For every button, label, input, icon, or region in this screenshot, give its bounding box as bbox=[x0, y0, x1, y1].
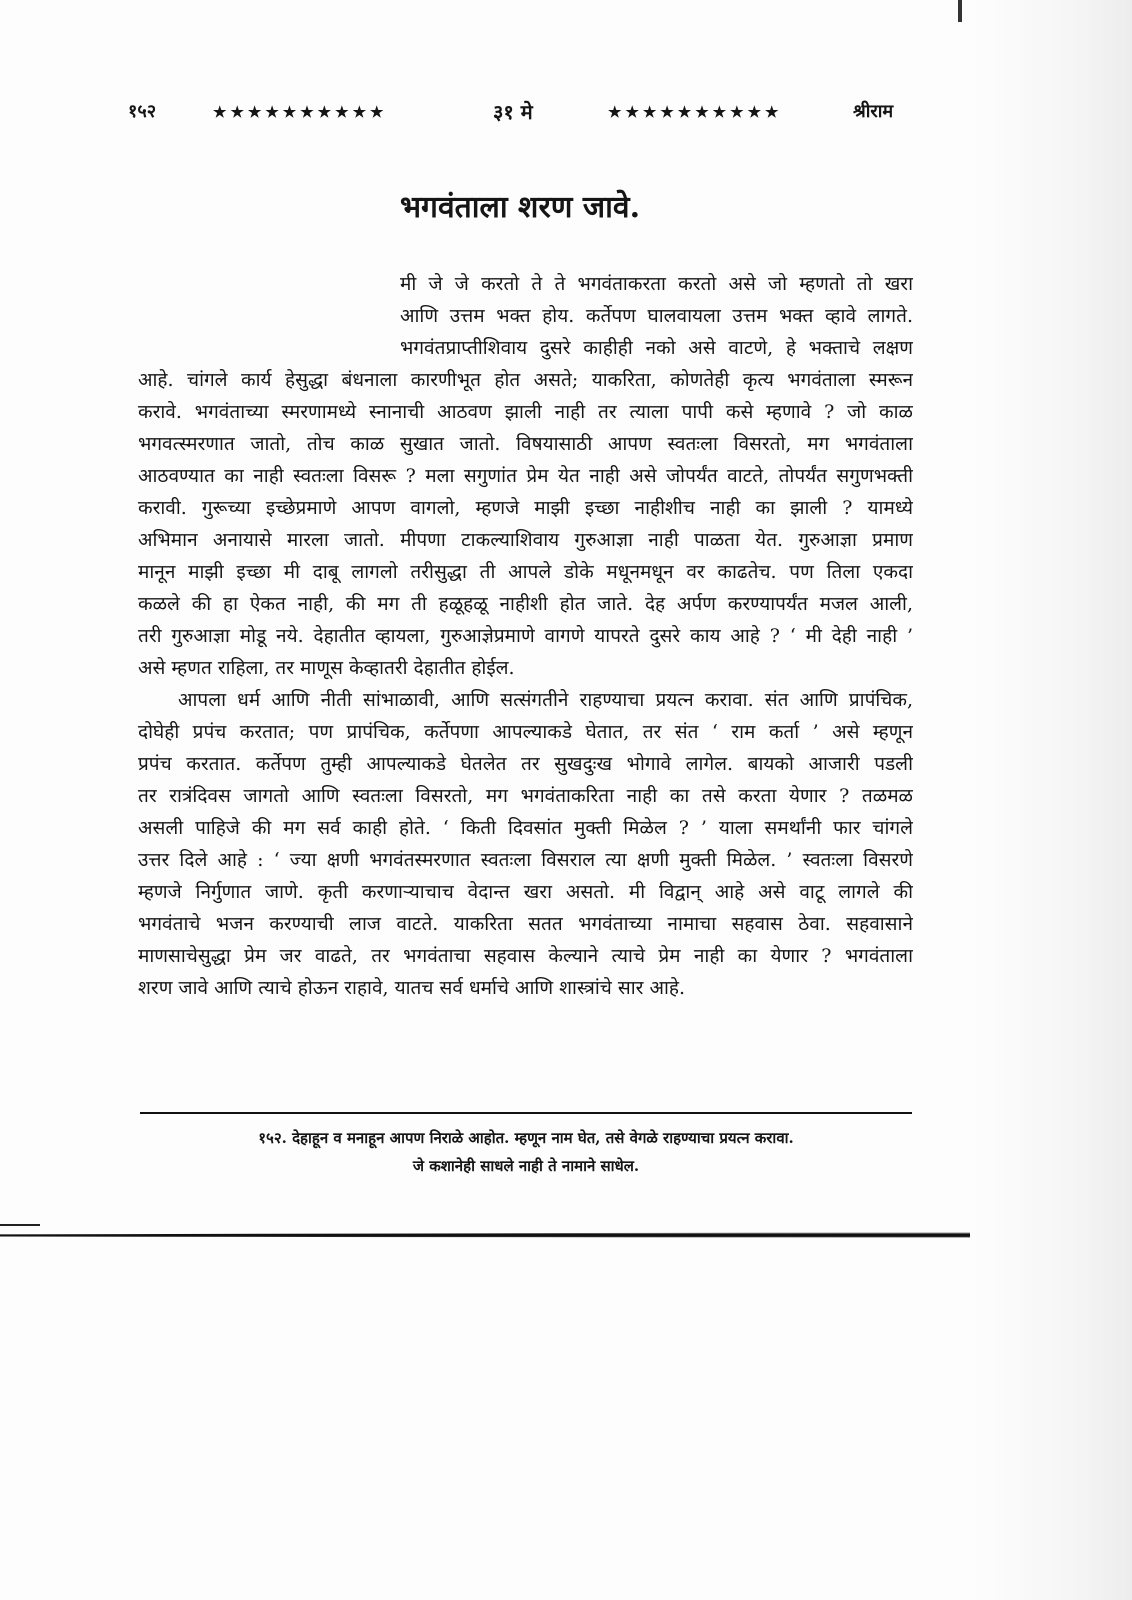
text-line: अभिमान अनायासे मारला जातो. मीपणा टाकल्याशिवाय गुरुआज्ञा नाही पाळता येत. गुरुआज्ञा प्रमाण bbox=[138, 529, 913, 551]
text-line: असे म्हणत राहिला, तर माणूस केव्हातरी देहातीत होईल. bbox=[138, 657, 515, 679]
text-line: उत्तर दिले आहे : ‘ ज्या क्षणी भगवंतस्मरणात स्वतःला विसराल त्या क्षणी मुक्ती मिळेल. ’ स्वतःला विसरणे bbox=[138, 849, 913, 871]
text-line: तर रात्रंदिवस जागतो आणि स्वतःला विसरतो, मग भगवंताकरिता नाही का तसे करता येणार ? तळमळ bbox=[138, 785, 913, 807]
running-title: श्रीराम bbox=[853, 101, 894, 122]
header-stars-left: ★★★★★★★★★★ bbox=[213, 103, 388, 121]
text-line: मी जे जे करतो ते ते भगवंताकरता करतो असे जो म्हणतो तो खरा bbox=[400, 273, 913, 295]
paragraph-2 bbox=[138, 684, 913, 1004]
text-line: आणि उत्तम भक्त होय. कर्तेपण घालवायला उत्तम भक्त व्हावे लागते. bbox=[400, 305, 913, 327]
text-line: आपला धर्म आणि नीती सांभाळावी, आणि सत्संगतीने राहण्याचा प्रयत्न करावा. संत आणि प्रापंचिक, bbox=[178, 689, 913, 711]
text-line: शरण जावे आणि त्याचे होऊन राहावे, यातच सर्व धर्माचे आणि शास्त्रांचे सार आहे. bbox=[138, 977, 685, 999]
text-line: करावे. भगवंताच्या स्मरणामध्ये स्नानाची आठवण झाली नाही तर त्याला पापी कसे म्हणावे ? जो काळ bbox=[138, 401, 913, 423]
scan-artifact-bar bbox=[0, 1232, 970, 1238]
text-line: भगवंतप्राप्तीशिवाय दुसरे काहीही नको असे वाटणे, हे भक्ताचे लक्षण bbox=[400, 337, 913, 359]
text-line: भगवत्स्मरणात जातो, तोच काळ सुखात जातो. विषयासाठी आपण स्वतःला विसरतो, मग भगवंताला bbox=[138, 433, 913, 455]
text-line: असली पाहिजे की मग सर्व काही होते. ‘ किती दिवसांत मुक्ती मिळेल ? ’ याला समर्थांनी फार चांगले bbox=[138, 817, 913, 839]
text-line: कळले की हा ऐकत नाही, की मग ती हळूहळू नाहीशी होत जाते. देह अर्पण करण्यापर्यंत मजल आली, bbox=[138, 593, 913, 615]
text-line: दोघेही प्रपंच करतात; पण प्रापंचिक, कर्तेपणा आपल्याकडे घेतात, तर संत ‘ राम कर्ता ’ असे म्हणून bbox=[138, 721, 913, 743]
text-line: प्रपंच करतात. कर्तेपण तुम्ही आपल्याकडे घेतलेत तर सुखदुःख भोगावे लागेल. बायको आजारी पडली bbox=[138, 753, 913, 775]
text-line: आठवण्यात का नाही स्वतःला विसरू ? मला सगुणांत प्रेम येत नाही असे जोपर्यंत वाटते, तोपर्यंत सगुणभक्ती bbox=[138, 465, 913, 487]
text-line: करावी. गुरूच्या इच्छेप्रमाणे आपण वागलो, म्हणजे माझी इच्छा नाहीशीच नाही का झाली ? यामध्ये bbox=[138, 497, 913, 519]
scan-mark bbox=[958, 0, 962, 22]
paragraph-1 bbox=[138, 268, 913, 684]
footnote-divider bbox=[140, 1112, 912, 1114]
text-line: आहे. चांगले कार्य हेसुद्धा बंधनाला कारणीभूत होत असते; याकरिता, कोणतेही कृत्य भगवंताला स्मरून bbox=[138, 369, 913, 391]
header-date: ३१ मे bbox=[493, 100, 533, 124]
footnote-line: १५२. देहाहून व मनाहून आपण निराळे आहोत. म्हणून नाम घेत, तसे वेगळे राहण्याचा प्रयत्न करावा. bbox=[258, 1129, 794, 1147]
text-line: माणसाचेसुद्धा प्रेम जर वाढते, तर भगवंताचा सहवास केल्याने त्याचे प्रेम नाही का येणार ? भगवंताला bbox=[138, 945, 913, 967]
footnote-line: जे कशानेही साधले नाही ते नामाने साधेल. bbox=[412, 1157, 640, 1175]
text-line: तरी गुरुआज्ञा मोडू नये. देहातीत व्हायला, गुरुआज्ञेप्रमाणे वागणे यापरते दुसरे काय आहे ? ‘ मी देही नाही ’ bbox=[138, 625, 913, 647]
body-text bbox=[138, 268, 913, 1004]
text-line: भगवंताचे भजन करण्याची लाज वाटते. याकरिता सतत भगवंताच्या नामाचा सहवास ठेवा. सहवासाने bbox=[138, 913, 913, 935]
page-title: भगवंताला शरण जावे. bbox=[399, 190, 641, 225]
text-line: मानून माझी इच्छा मी दाबू लागलो तरीसुद्धा ती आपले डोके मधूनमधून वर काढतेच. पण तिला एकदा bbox=[138, 561, 913, 583]
scan-artifact-line bbox=[0, 1224, 40, 1226]
scan-edge-shading bbox=[972, 0, 1132, 1600]
footnote bbox=[140, 1124, 912, 1180]
page-number: १५२ bbox=[128, 101, 157, 122]
header-stars-right: ★★★★★★★★★★ bbox=[608, 103, 783, 121]
text-line: म्हणजे निर्गुणात जाणे. कृती करणाऱ्याचाच वेदान्त खरा असतो. मी विद्वान् आहे असे वाटू लागले की bbox=[138, 881, 913, 903]
